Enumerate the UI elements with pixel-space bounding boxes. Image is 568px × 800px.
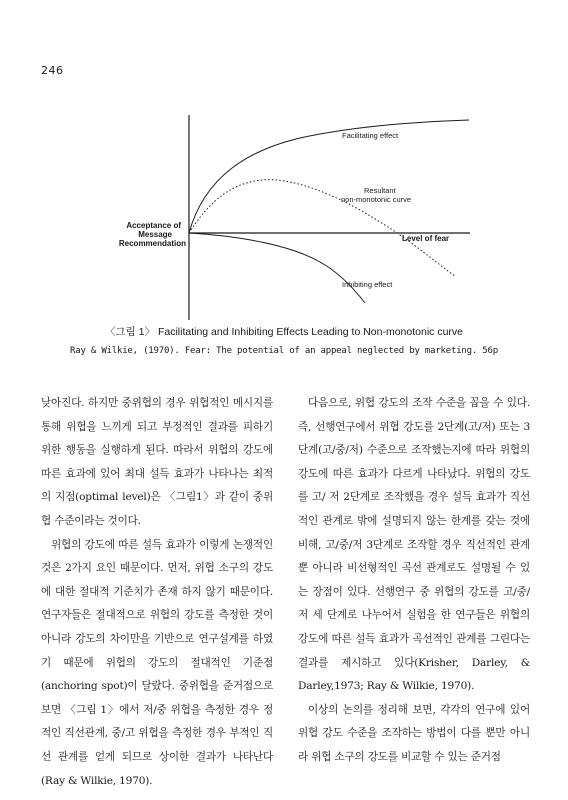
left-column — [41, 392, 273, 793]
facilitating-curve — [189, 120, 469, 233]
paragraph: 이상의 논의를 정리해 보면, 각각의 연구에 있어 위협 강도 수준을 조작하는 방법이 다를 뿐만 아니라 위협 소구의 강도를 비교할 수 있는 준거점 — [298, 703, 530, 763]
right-column — [298, 392, 530, 770]
resultant-label-line-1: Resultant — [364, 186, 396, 195]
paragraph: 위협의 강도에 따른 설득 효과가 이렇게 논쟁적인 것은 2가지 요인 때문이다. 먼저, 위협 소구의 강도에 대한 절대적 기준치가 존재 하지 않기 때문이다. 연구자들은 절대적으로 위협의 강도를 측정한 것이 아니라 강도의 차이만을 기반으로 연구설계를 하였기 때문에 위협의 강도의 절대적인 기준점(anchoring spot)이 달랐다. 중위협을 준거점으로 보면 〈그림 1〉에서 저/중 위협을 측정한 경우 정적인 직선관계, 중/고 위협을 측정한 경우 부적인 직선 관계를 얻게 되므로 상이한 결과가 나타난다(Ray & Wilkie, 1970). — [41, 538, 273, 787]
paragraph: 다음으로, 위협 강도의 조작 수준을 꼽을 수 있다. 즉, 선행연구에서 위협 강도를 2단계(고/저) 또는 3단계(고/중/저) 수준으로 조작했는지에 따라 위협의 강도에 따른 효과가 다르게 나타났다. 위협의 강도를 고/ 저 2단계로 조작했을 경우 설득 효과가 직선적인 관계로 밖에 설명되지 않는 한계를 갖는 것에 비해, 고/중/저 3단계로 조작할 경우 직선적인 관계 뿐 아니라 비선형적인 곡선 관계로도 설명될 수 있는 장점이 있다. 선행연구 중 위협의 강도를 고/중/저 세 단계로 나누어서 실험을 한 연구들은 위협의 강도에 따른 설득 효과가 곡선적인 관계를 그린다는 결과를 제시하고 있다(Krisher, Darley, & Darley,1973; Ray & Wilkie, 1970). — [298, 397, 530, 693]
figure-caption: 〈그림 1〉 Facilitating and Inhibiting Effects Leading to Non-monotonic curve — [104, 326, 464, 338]
y-axis-label-line-2: Message — [138, 230, 172, 239]
resultant-label-line-2: non-monotonic curve — [341, 195, 412, 204]
x-axis-label: Level of fear — [402, 234, 450, 243]
inhibiting-curve — [189, 233, 365, 303]
facilitating-label: Facilitating effect — [342, 131, 399, 140]
y-axis-label-line-1: Acceptance of — [126, 221, 181, 230]
y-axis-label-line-3: Recommendation — [118, 239, 186, 248]
figure-1 — [0, 0, 568, 330]
figure-source: Ray & Wilkie, (1970). Fear: The potential of an appeal neglected by marketing. 56p — [70, 346, 498, 356]
resultant-curve — [189, 180, 455, 276]
page-number: 246 — [41, 64, 64, 77]
inhibiting-label: Inhibiting effect — [342, 280, 393, 289]
paragraph: 낮아진다. 하지만 중위협의 경우 위협적인 메시지를 통해 위협을 느끼게 되고 부정적인 결과를 피하기 위한 행동을 실행하게 된다. 따라서 위협의 강도에 따른 효과에 있어 최대 설득 효과가 나타나는 최적의 지점(optimal level)은 〈그림1〉과 같이 중위협 수준이라는 것이다. — [41, 397, 273, 527]
